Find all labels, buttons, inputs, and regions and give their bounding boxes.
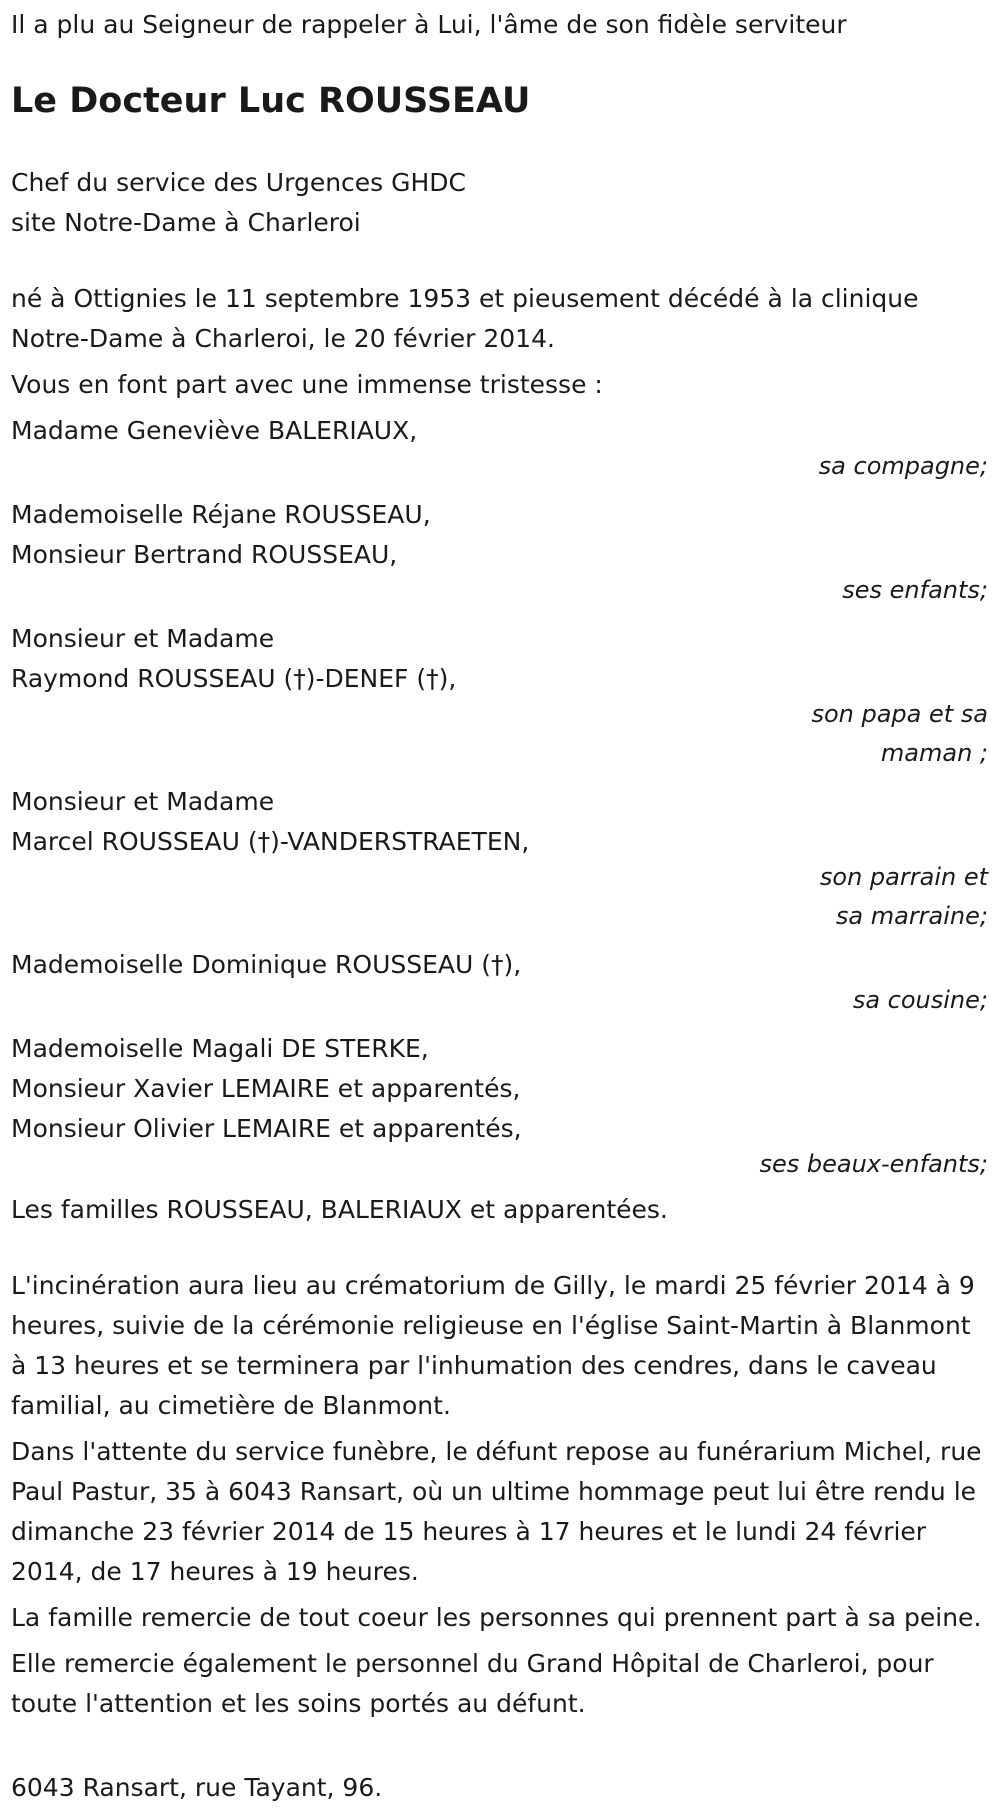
family-relation: ses enfants; (842, 576, 988, 604)
family-member: Madame Geneviève BALERIAUX, (11, 416, 418, 445)
family-relation: son papa et sa maman ; (811, 700, 988, 767)
family-group-compagne (11, 411, 1000, 486)
thanks-text: La famille remercie de tout coeur les personnes qui prennent part à sa peine. (11, 1603, 982, 1632)
birth-death-text: né à Ottignies le 11 septembre 1953 et pieusement décédé à la clinique Notre-Dame à Charleroi, le 20 février 2014. (11, 284, 919, 353)
family-group-cousine (11, 945, 1000, 1020)
family-member: Monsieur Bertrand ROUSSEAU, (11, 540, 398, 569)
family-group-parrain (11, 782, 1000, 936)
family-member: Mademoiselle Réjane ROUSSEAU, (11, 500, 431, 529)
family-member: Raymond ROUSSEAU (†)-DENEF (†), (11, 664, 457, 693)
family-member: Mademoiselle Magali DE STERKE, (11, 1034, 429, 1063)
announcement-text: Vous en font part avec une immense tristesse : (11, 370, 603, 399)
family-member: Monsieur et Madame (11, 624, 275, 653)
professional-title (11, 163, 989, 243)
family-member: Monsieur et Madame (11, 787, 275, 816)
intro-text: Il a plu au Seigneur de rappeler à Lui, l'âme de son fidèle serviteur (11, 10, 847, 39)
deceased-name: Le Docteur Luc ROUSSEAU (11, 81, 531, 121)
family-relation: son parrain et sa marraine; (819, 863, 988, 930)
family-member: Monsieur Xavier LEMAIRE et apparentés, (11, 1074, 521, 1103)
family-member: Mademoiselle Dominique ROUSSEAU (†), (11, 950, 522, 979)
address-text: 6043 Ransart, rue Tayant, 96. (11, 1773, 383, 1802)
family-group-parents (11, 619, 1000, 773)
thanks-staff-text: Elle remercie également le personnel du Grand Hôpital de Charleroi, pour toute l'attention et les soins portés au défunt. (11, 1649, 934, 1718)
family-relation: ses beaux-enfants; (759, 1150, 988, 1178)
visitation-text: Dans l'attente du service funèbre, le défunt repose au funérarium Michel, rue Paul Pastur, 35 à 6043 Ransart, où un ultime hommage peut lui être rendu le dimanche 23 février 2014 de 15 heures à 17 heures et le lundi 24 février 2014, de 17 heures à 19 heures. (11, 1437, 982, 1586)
family-relation: sa cousine; (852, 986, 988, 1014)
family-group-enfants (11, 495, 1000, 610)
families-line: Les familles ROUSSEAU, BALERIAUX et apparentées. (11, 1195, 668, 1224)
family-group-beaux-enfants (11, 1029, 1000, 1184)
ceremony-text: L'incinération aura lieu au crématorium de Gilly, le mardi 25 février 2014 à 9 heures, suivie de la cérémonie religieuse en l'église Saint-Martin à Blanmont à 13 heures et se terminera par l'inhumation des cendres, dans le caveau familial, au cimetière de Blanmont. (11, 1271, 975, 1420)
title-line: site Notre-Dame à Charleroi (11, 208, 361, 237)
family-member: Marcel ROUSSEAU (†)-VANDERSTRAETEN, (11, 827, 530, 856)
title-line: Chef du service des Urgences GHDC (11, 168, 467, 197)
family-member: Monsieur Olivier LEMAIRE et apparentés, (11, 1114, 522, 1143)
family-relation: sa compagne; (818, 452, 988, 480)
